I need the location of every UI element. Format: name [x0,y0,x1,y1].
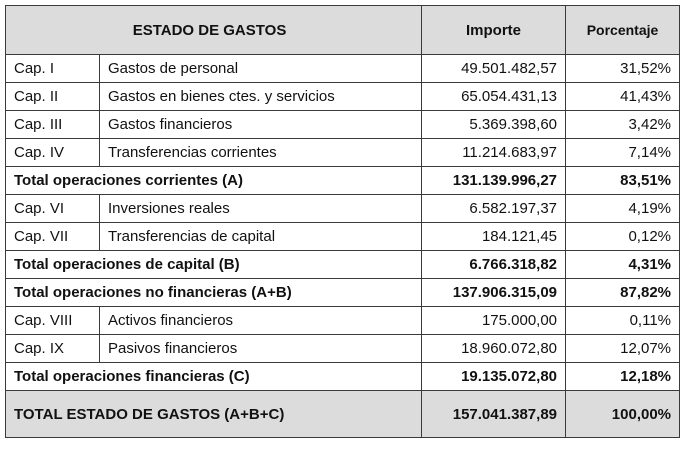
description-cell: Gastos financieros [100,111,422,139]
amount-cell: 175.000,00 [422,307,566,335]
subtotal-amount: 137.906.315,09 [422,279,566,307]
subtotal-amount: 6.766.318,82 [422,251,566,279]
subtotal-label: Total operaciones de capital (B) [6,251,422,279]
percent-cell: 7,14% [566,139,680,167]
chapter-cell: Cap. IV [6,139,100,167]
amount-cell: 5.369.398,60 [422,111,566,139]
chapter-cell: Cap. II [6,83,100,111]
percent-cell: 3,42% [566,111,680,139]
description-cell: Transferencias de capital [100,223,422,251]
grand-total-percent: 100,00% [566,391,680,438]
percent-column-header: Porcentaje [566,6,680,55]
chapter-cell: Cap. VI [6,195,100,223]
subtotal-label: Total operaciones financieras (C) [6,363,422,391]
table-row [6,111,680,139]
percent-cell: 4,19% [566,195,680,223]
percent-cell: 41,43% [566,83,680,111]
chapter-cell: Cap. III [6,111,100,139]
subtotal-percent: 4,31% [566,251,680,279]
table-row [6,307,680,335]
table-row [6,55,680,83]
description-cell: Gastos de personal [100,55,422,83]
chapter-cell: Cap. VII [6,223,100,251]
grand-total-label: TOTAL ESTADO DE GASTOS (A+B+C) [6,391,422,438]
table-row [6,335,680,363]
subtotal-percent: 87,82% [566,279,680,307]
description-cell: Activos financieros [100,307,422,335]
subtotal-percent: 83,51% [566,167,680,195]
table-row [6,139,680,167]
subtotal-row [6,251,680,279]
description-cell: Transferencias corrientes [100,139,422,167]
expenses-statement [5,5,680,438]
amount-cell: 49.501.482,57 [422,55,566,83]
table-row [6,195,680,223]
grand-total-row [6,391,680,438]
percent-cell: 12,07% [566,335,680,363]
header-row [6,6,680,55]
grand-total-amount: 157.041.387,89 [422,391,566,438]
percent-cell: 0,12% [566,223,680,251]
subtotal-row [6,363,680,391]
amount-cell: 11.214.683,97 [422,139,566,167]
amount-cell: 6.582.197,37 [422,195,566,223]
amount-cell: 65.054.431,13 [422,83,566,111]
amount-cell: 18.960.072,80 [422,335,566,363]
subtotal-percent: 12,18% [566,363,680,391]
description-cell: Gastos en bienes ctes. y servicios [100,83,422,111]
subtotal-row [6,167,680,195]
subtotal-label: Total operaciones no financieras (A+B) [6,279,422,307]
table-row [6,223,680,251]
expenses-table [5,5,680,438]
percent-cell: 31,52% [566,55,680,83]
chapter-cell: Cap. IX [6,335,100,363]
table-title: ESTADO DE GASTOS [6,6,422,55]
amount-cell: 184.121,45 [422,223,566,251]
chapter-cell: Cap. I [6,55,100,83]
percent-cell: 0,11% [566,307,680,335]
subtotal-row [6,279,680,307]
description-cell: Inversiones reales [100,195,422,223]
subtotal-amount: 131.139.996,27 [422,167,566,195]
description-cell: Pasivos financieros [100,335,422,363]
amount-column-header: Importe [422,6,566,55]
subtotal-amount: 19.135.072,80 [422,363,566,391]
subtotal-label: Total operaciones corrientes (A) [6,167,422,195]
chapter-cell: Cap. VIII [6,307,100,335]
table-row [6,83,680,111]
